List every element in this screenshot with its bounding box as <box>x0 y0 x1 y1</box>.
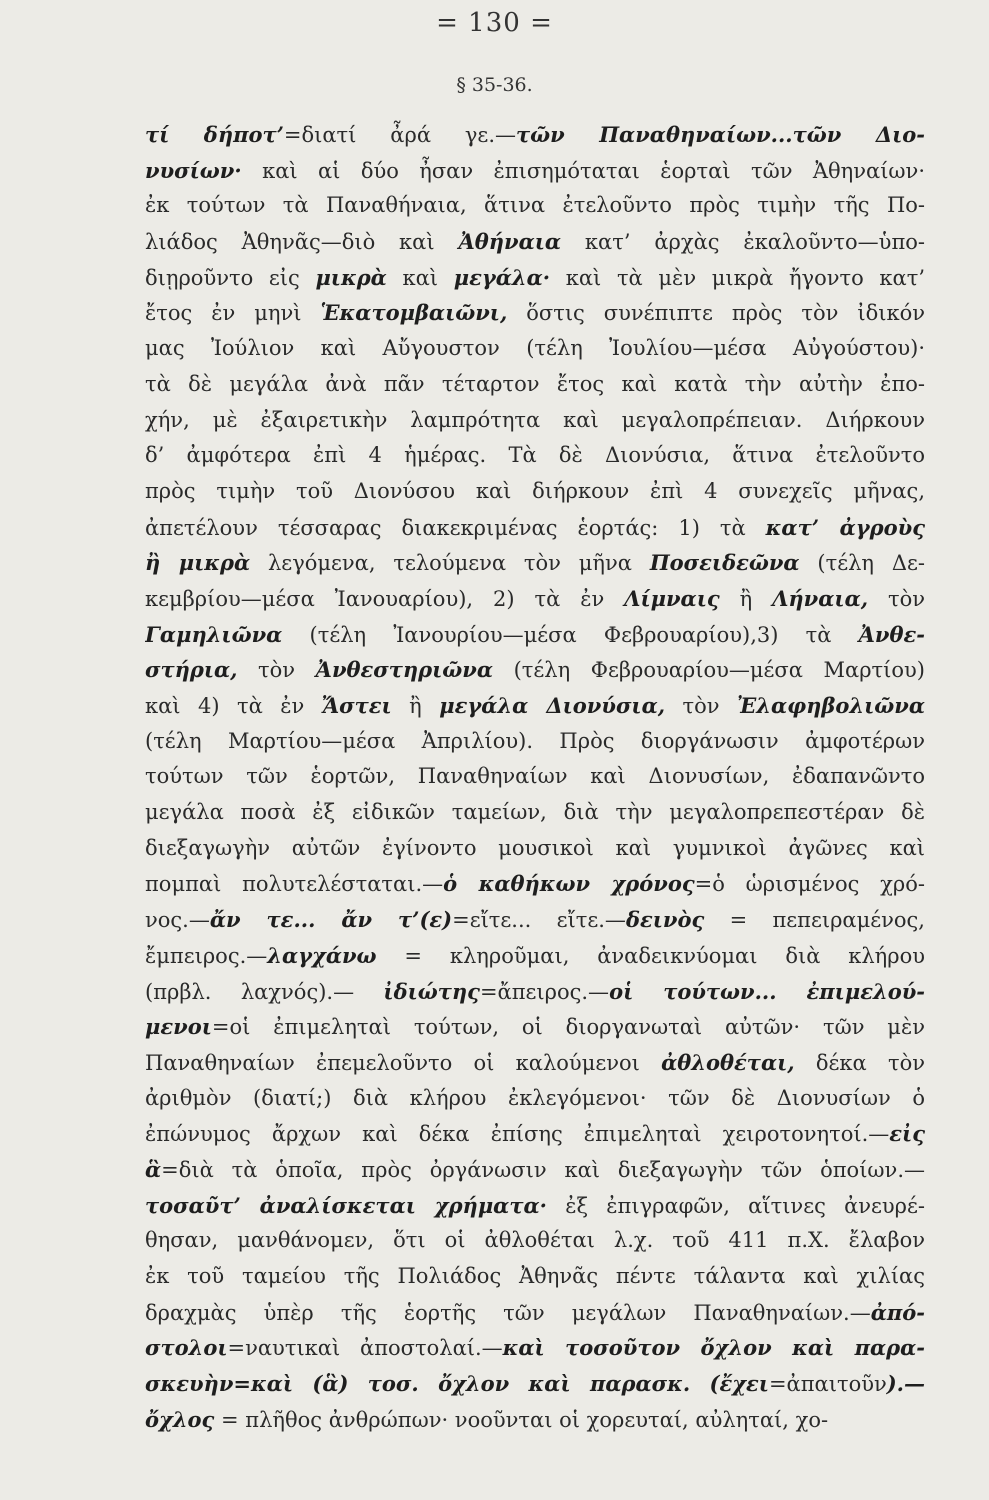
lemma-term: στήρια, <box>145 657 238 683</box>
text-line <box>145 188 925 224</box>
gloss-text: καὶ 4) τὰ ἐν <box>145 694 322 718</box>
gloss-text: τὸν <box>665 694 737 718</box>
gloss-text: = πεπειραμένος, <box>704 908 925 933</box>
text-line <box>145 153 925 189</box>
gloss-text: θησαν, μανθάνομεν, ὅτι οἱ ἀθλοθέται λ.χ. τοῦ 411 π.Χ. ἔλαβον <box>145 1228 925 1253</box>
lemma-term: νυσίων· <box>145 157 242 183</box>
lemma-term: μεγάλα· <box>453 264 551 290</box>
gloss-text: Παναθηναίων ἐπεμελοῦντο οἱ καλούμενοι <box>145 1050 662 1075</box>
body-text <box>145 117 925 1437</box>
gloss-text: τὰ δὲ μεγάλα ἀνὰ πᾶν τέταρτον ἔτος καὶ κατὰ τὴν αὐτὴν ἐπο- <box>145 371 925 396</box>
gloss-text: (τέλη Φεβρουαρίου—μέσα Μαρτίου) <box>493 658 925 683</box>
lemma-term: οἱ τούτων... ἐπιμελού- <box>609 978 925 1004</box>
gloss-text: καὶ τὰ μὲν μικρὰ ἤγοντο κατ’ <box>550 265 925 290</box>
lemma-term: Ἄστει <box>321 693 392 718</box>
gloss-text: λεγόμενα, τελούμενα τὸν μῆνα <box>250 551 650 576</box>
gloss-text: = κληροῦμαι, ἀναδεικνύομαι διὰ κλήρου <box>376 943 925 968</box>
gloss-text: =διὰ τὰ ὁποῖα, πρὸς ὀργάνωσιν καὶ διεξαγωγὴν τῶν ὁποίων.— <box>161 1157 925 1182</box>
gloss-text: πρὸς τιμὴν τοῦ Διονύσου καὶ διήρκουν ἐπὶ 4 συνεχεῖς μῆνας, <box>145 478 925 503</box>
gloss-text: = πλῆθος ἀνθρώπων· νοοῦνται οἱ χορευταί, αὐληταί, χο- <box>214 1407 829 1432</box>
text-line <box>145 1081 925 1117</box>
lemma-term: ).— <box>886 1371 925 1397</box>
lemma-term: σκευὴν=καὶ (ἃ) τοσ. ὄχλον καὶ παρασκ. (ἔχει <box>145 1371 769 1397</box>
gloss-text: ἐπώνυμος ἄρχων καὶ δέκα ἐπίσης ἐπιμεληταὶ χειροτονητοί.— <box>145 1122 890 1147</box>
gloss-text: ἀπετέλουν τέσσαρας διακεκριμένας ἑορτάς: 1) τὰ <box>145 515 766 540</box>
gloss-text: νος.— <box>145 908 210 933</box>
text-line <box>145 1152 925 1188</box>
gloss-text: χήν, μὲ ἐξαιρετικὴν λαμπρότητα καὶ μεγαλοπρέπειαν. Διήρκουν <box>145 407 925 432</box>
gloss-text: δέκα τὸν <box>794 1050 925 1075</box>
lemma-term: ἃ <box>145 1156 162 1182</box>
gloss-text: =ναυτικαὶ ἀποστολαί.— <box>227 1336 503 1361</box>
lemma-term: ἄν τε... ἄν τ’(ε) <box>209 907 453 933</box>
gloss-text: καὶ <box>386 265 454 290</box>
gloss-text: πομπαὶ πολυτελέσταται.— <box>145 872 444 897</box>
gloss-text: μεγάλα ποσὰ ἐξ εἰδικῶν ταμείων, διὰ τὴν μεγαλοπρεπεστέραν δὲ <box>145 800 925 825</box>
lemma-term: Ἀνθε- <box>858 621 925 647</box>
gloss-text: (πρβλ. λαχνός).— <box>145 979 384 1004</box>
lemma-term: Λίμναις <box>624 585 720 611</box>
text-line <box>145 510 925 546</box>
lemma-term: εἰς <box>889 1121 925 1147</box>
lemma-term: Ποσειδεῶνα <box>649 550 800 576</box>
gloss-text: μας Ἰούλιον καὶ Αὔγουστον (τέλη Ἰουλίου—μέσα Αὐγούστου)· <box>145 336 925 361</box>
lemma-term: ὄχλος <box>145 1406 215 1432</box>
lemma-term: μικρὰ <box>315 264 387 290</box>
gloss-text: λιάδος Ἀθηνᾶς—διὸ καὶ <box>145 230 459 255</box>
lemma-term: ἢ μικρὰ <box>145 550 251 576</box>
gloss-text: δραχμὰς ὑπὲρ τῆς ἑορτῆς τῶν μεγάλων Παναθηναίων.— <box>145 1300 871 1325</box>
lemma-term: δεινὸς <box>625 907 705 933</box>
lemma-term: Ἑκατομβαιῶνι, <box>320 300 508 326</box>
text-line <box>145 724 925 760</box>
text-line <box>145 117 925 153</box>
gloss-text: δ’ ἀμφότερα ἐπὶ 4 ἡμέρας. Τὰ δὲ Διονύσια, ἅτινα ἐτελοῦντο <box>145 443 925 468</box>
text-line <box>145 1188 925 1224</box>
text-line <box>145 295 925 331</box>
gloss-text: ἔμπειρος.— <box>145 943 268 968</box>
text-line <box>145 617 925 653</box>
lemma-term: Γαμηλιῶνα <box>145 621 283 647</box>
text-line <box>145 545 925 581</box>
page-number: = 130 = <box>436 8 553 38</box>
text-line <box>145 652 925 688</box>
text-line <box>145 974 925 1010</box>
lemma-term: τί δήποτ’ <box>145 122 284 147</box>
gloss-text: τούτων τῶν ἑορτῶν, Παναθηναίων καὶ Διονυσίων, ἐδαπανῶντο <box>145 764 925 789</box>
gloss-text: =οἱ ἐπιμεληταὶ τούτων, οἱ διοργανωταὶ αὐτῶν· τῶν μὲν <box>211 1015 925 1040</box>
text-line <box>145 866 925 902</box>
gloss-text: τὸν <box>237 658 316 683</box>
lemma-term: τοσαῦτ’ ἀναλίσκεται χρήματα· <box>145 1192 547 1218</box>
text-line <box>145 1330 925 1366</box>
gloss-text: =ὁ ὡρισμένος χρό- <box>694 872 925 897</box>
text-line <box>145 1402 925 1438</box>
lemma-term: ἀθλοθέται, <box>661 1049 795 1075</box>
text-line <box>145 260 925 296</box>
section-heading: § 35-36. <box>456 74 533 96</box>
text-line <box>145 1009 925 1045</box>
text-line <box>145 581 925 617</box>
text-line <box>145 1223 925 1259</box>
text-line <box>145 438 925 474</box>
gloss-text: ἢ <box>719 586 773 611</box>
gloss-text: ὅστις συνέπιπτε πρὸς τὸν ἰδικόν <box>507 301 925 326</box>
gloss-text: (τέλη Ἰανουρίου—μέσα Φεβρουαρίου),3) τὰ <box>282 622 859 647</box>
gloss-text: διῃροῦντο εἰς <box>145 265 316 290</box>
text-line <box>145 1116 925 1152</box>
gloss-text: καὶ αἱ δύο ἦσαν ἐπισημόταται ἑορταὶ τῶν Ἀθηναίων· <box>241 158 925 183</box>
text-line <box>145 403 925 439</box>
lemma-term: μεγάλα Διονύσια, <box>439 693 666 718</box>
text-line <box>145 795 925 831</box>
gloss-text: ἀριθμὸν (διατί;) διὰ κλήρου ἐκλεγόμενοι· τῶν δὲ Διονυσίων ὁ <box>145 1085 925 1110</box>
text-line <box>145 474 925 510</box>
text-line <box>145 1366 925 1402</box>
gloss-text: =ἀπαιτοῦν <box>768 1372 887 1397</box>
gloss-text: κατ’ ἀρχὰς ἐκαλοῦντο—ὑπο- <box>561 230 925 255</box>
text-line <box>145 938 925 974</box>
lemma-term: κατ’ ἀγροὺς <box>765 514 925 540</box>
text-line <box>145 1259 925 1295</box>
lemma-term: καὶ τοσοῦτον ὄχλον καὶ παρα- <box>502 1335 925 1361</box>
lemma-term: Λήναια, <box>772 585 869 611</box>
lemma-term: ὁ καθήκων χρόνος <box>443 871 695 897</box>
lemma-term: λαγχάνω <box>267 942 377 968</box>
gloss-text: ἢ <box>391 694 440 718</box>
text-line <box>145 902 925 938</box>
gloss-text: ἐκ τούτων τὰ Παναθήναια, ἅτινα ἐτελοῦντο πρὸς τιμὴν τῆς Πο- <box>145 193 925 218</box>
text-line <box>145 759 925 795</box>
lemma-term: ἰδιώτης <box>383 978 480 1004</box>
text-line <box>145 688 925 724</box>
text-line <box>145 331 925 367</box>
text-line <box>145 1295 925 1331</box>
gloss-text: τὸν <box>868 586 925 611</box>
gloss-text: ἐκ τοῦ ταμείου τῆς Πολιάδος Ἀθηνᾶς πέντε τάλαντα καὶ χιλίας <box>145 1264 925 1288</box>
lemma-term: Ἐλαφηβολιῶνα <box>737 693 925 718</box>
lemma-term: ἀπό- <box>870 1299 925 1325</box>
lemma-term: Ἀθήναια <box>458 229 562 255</box>
gloss-text: =εἴτε... εἴτε.— <box>452 908 626 933</box>
gloss-text: ἐξ ἐπιγραφῶν, αἵτινες ἀνευρέ- <box>546 1193 925 1218</box>
text-line <box>145 224 925 260</box>
gloss-text: (τέλη Μαρτίου—μέσα Ἀπριλίου). Πρὸς διοργάνωσιν ἀμφοτέρων <box>145 728 925 753</box>
text-line <box>145 367 925 403</box>
gloss-text: κεμβρίου—μέσα Ἰανουαρίου), 2) τὰ ἐν <box>145 586 625 611</box>
gloss-text: =διατί ἆρά γε.— <box>283 123 516 147</box>
text-line <box>145 831 925 867</box>
lemma-term: Ἀνθεστηριῶνα <box>315 657 494 683</box>
lemma-term: τῶν Παναθηναίων...τῶν Διο- <box>516 122 925 147</box>
gloss-text: =ἄπειρος.— <box>479 979 610 1004</box>
gloss-text: ἔτος ἐν μηνὶ <box>145 301 321 326</box>
gloss-text: διεξαγωγὴν αὐτῶν ἐγίνοντο μουσικοὶ καὶ γυμνικοὶ ἀγῶνες καὶ <box>145 835 925 860</box>
lemma-term: μενοι <box>145 1014 212 1040</box>
lemma-term: στολοι <box>145 1335 228 1361</box>
gloss-text: (τέλη Δε- <box>799 551 925 576</box>
text-line <box>145 1045 925 1081</box>
